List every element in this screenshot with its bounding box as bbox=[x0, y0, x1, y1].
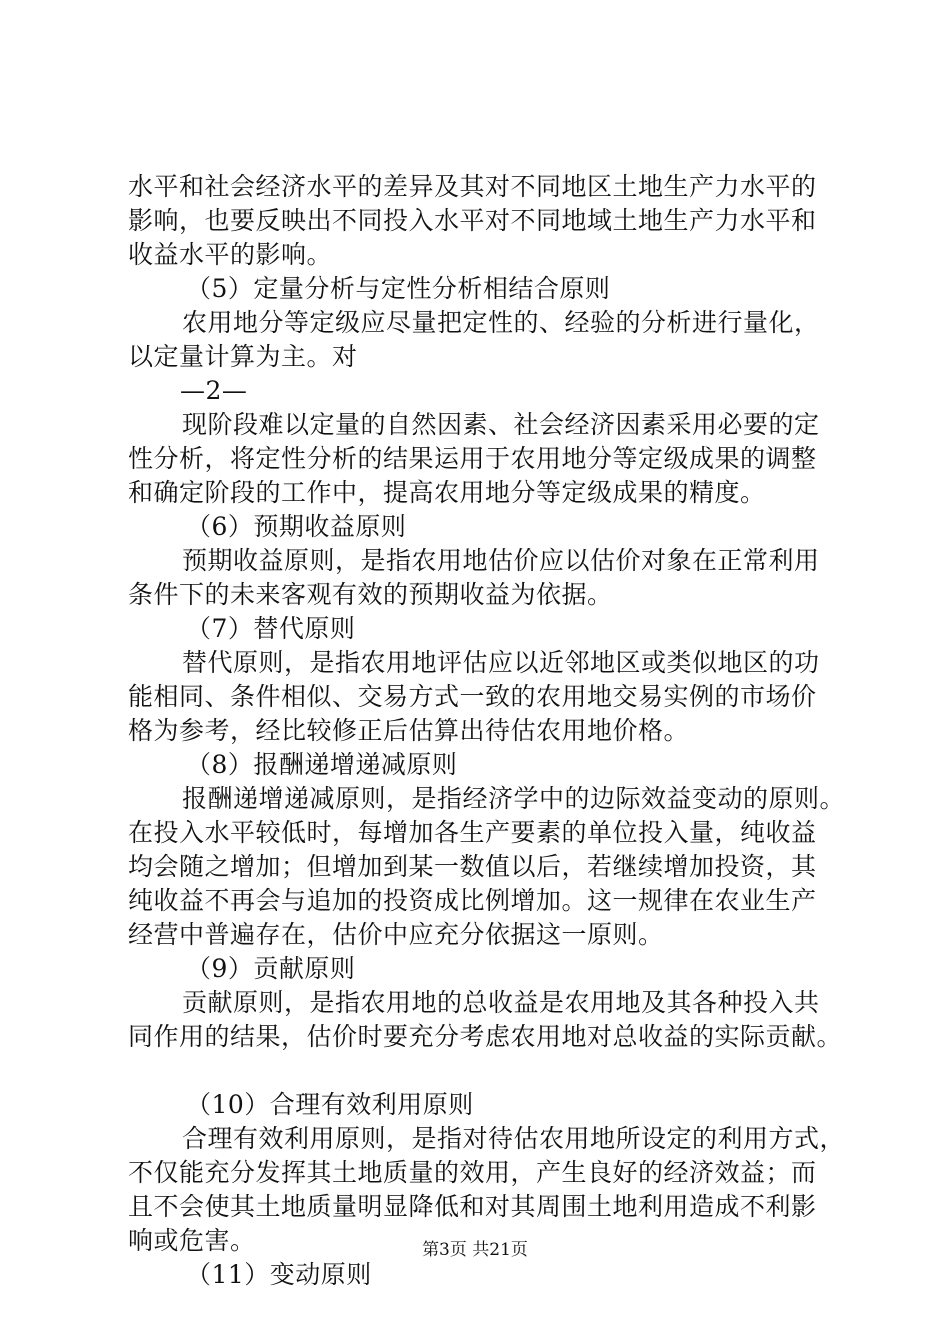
body-text-line: 同作用的结果，估价时要充分考虑农用地对总收益的实际贡献。 bbox=[128, 1022, 843, 1051]
body-text-line: 均会随之增加；但增加到某一数值以后，若继续增加投资，其 bbox=[128, 852, 817, 881]
body-text-line: 以定量计算为主。对 bbox=[128, 342, 358, 371]
body-text-line: 替代原则，是指农用地评估应以近邻地区或类似地区的功 bbox=[182, 648, 820, 677]
section-heading-9: （9）贡献原则 bbox=[186, 954, 356, 983]
body-text-line: 预期收益原则，是指农用地估价应以估价对象在正常利用 bbox=[182, 546, 820, 575]
body-text-line: 和确定阶段的工作中，提高农用地分等定级成果的精度。 bbox=[128, 478, 766, 507]
document-body bbox=[128, 170, 846, 1292]
paragraph-gap bbox=[128, 1054, 828, 1088]
body-text-line: 且不会使其土地质量明显降低和对其周围土地利用造成不利影 bbox=[128, 1192, 817, 1221]
body-text-line: 收益水平的影响。 bbox=[128, 240, 333, 269]
body-text-line: 纯收益不再会与追加的投资成比例增加。这一规律在农业生产 bbox=[128, 886, 817, 915]
body-text-line: 报酬递增递减原则，是指经济学中的边际效益变动的原则。 bbox=[182, 784, 846, 813]
section-heading-5: （5）定量分析与定性分析相结合原则 bbox=[186, 274, 611, 303]
section-heading-10: （10）合理有效利用原则 bbox=[186, 1090, 474, 1119]
body-text-line: 贡献原则，是指农用地的总收益是农用地及其各种投入共 bbox=[182, 988, 820, 1017]
body-text-line: 能相同、条件相似、交易方式一致的农用地交易实例的市场价 bbox=[128, 682, 817, 711]
body-text-line: 在投入水平较低时，每增加各生产要素的单位投入量，纯收益 bbox=[128, 818, 817, 847]
section-heading-8: （8）报酬递增递减原则 bbox=[186, 750, 458, 779]
section-heading-7: （7）替代原则 bbox=[186, 614, 356, 643]
body-text-line: 条件下的未来客观有效的预期收益为依据。 bbox=[128, 580, 613, 609]
page-footer: 第3页 共21页 bbox=[422, 1240, 528, 1260]
body-text-line: 影响，也要反映出不同投入水平对不同地域土地生产力水平和 bbox=[128, 206, 817, 235]
body-text-line: 格为参考，经比较修正后估算出待估农用地价格。 bbox=[128, 716, 690, 745]
section-heading-6: （6）预期收益原则 bbox=[186, 512, 407, 541]
body-text-line: 不仅能充分发挥其土地质量的效用，产生良好的经济效益；而 bbox=[128, 1158, 817, 1187]
body-text-line: 合理有效利用原则，是指对待估农用地所设定的利用方式， bbox=[182, 1124, 846, 1153]
inline-page-marker: —2— bbox=[180, 376, 248, 405]
body-text-line: 性分析，将定性分析的结果运用于农用地分等定级成果的调整 bbox=[128, 444, 817, 473]
body-text-line: 经营中普遍存在，估价中应充分依据这一原则。 bbox=[128, 920, 664, 949]
section-heading-11: （11）变动原则 bbox=[186, 1260, 372, 1289]
body-text-line: 农用地分等定级应尽量把定性的、经验的分析进行量化， bbox=[182, 308, 820, 337]
body-text-line: 响或危害。 bbox=[128, 1226, 256, 1255]
body-text-line: 水平和社会经济水平的差异及其对不同地区土地生产力水平的 bbox=[128, 172, 817, 201]
body-text-line: 现阶段难以定量的自然因素、社会经济因素采用必要的定 bbox=[182, 410, 820, 439]
